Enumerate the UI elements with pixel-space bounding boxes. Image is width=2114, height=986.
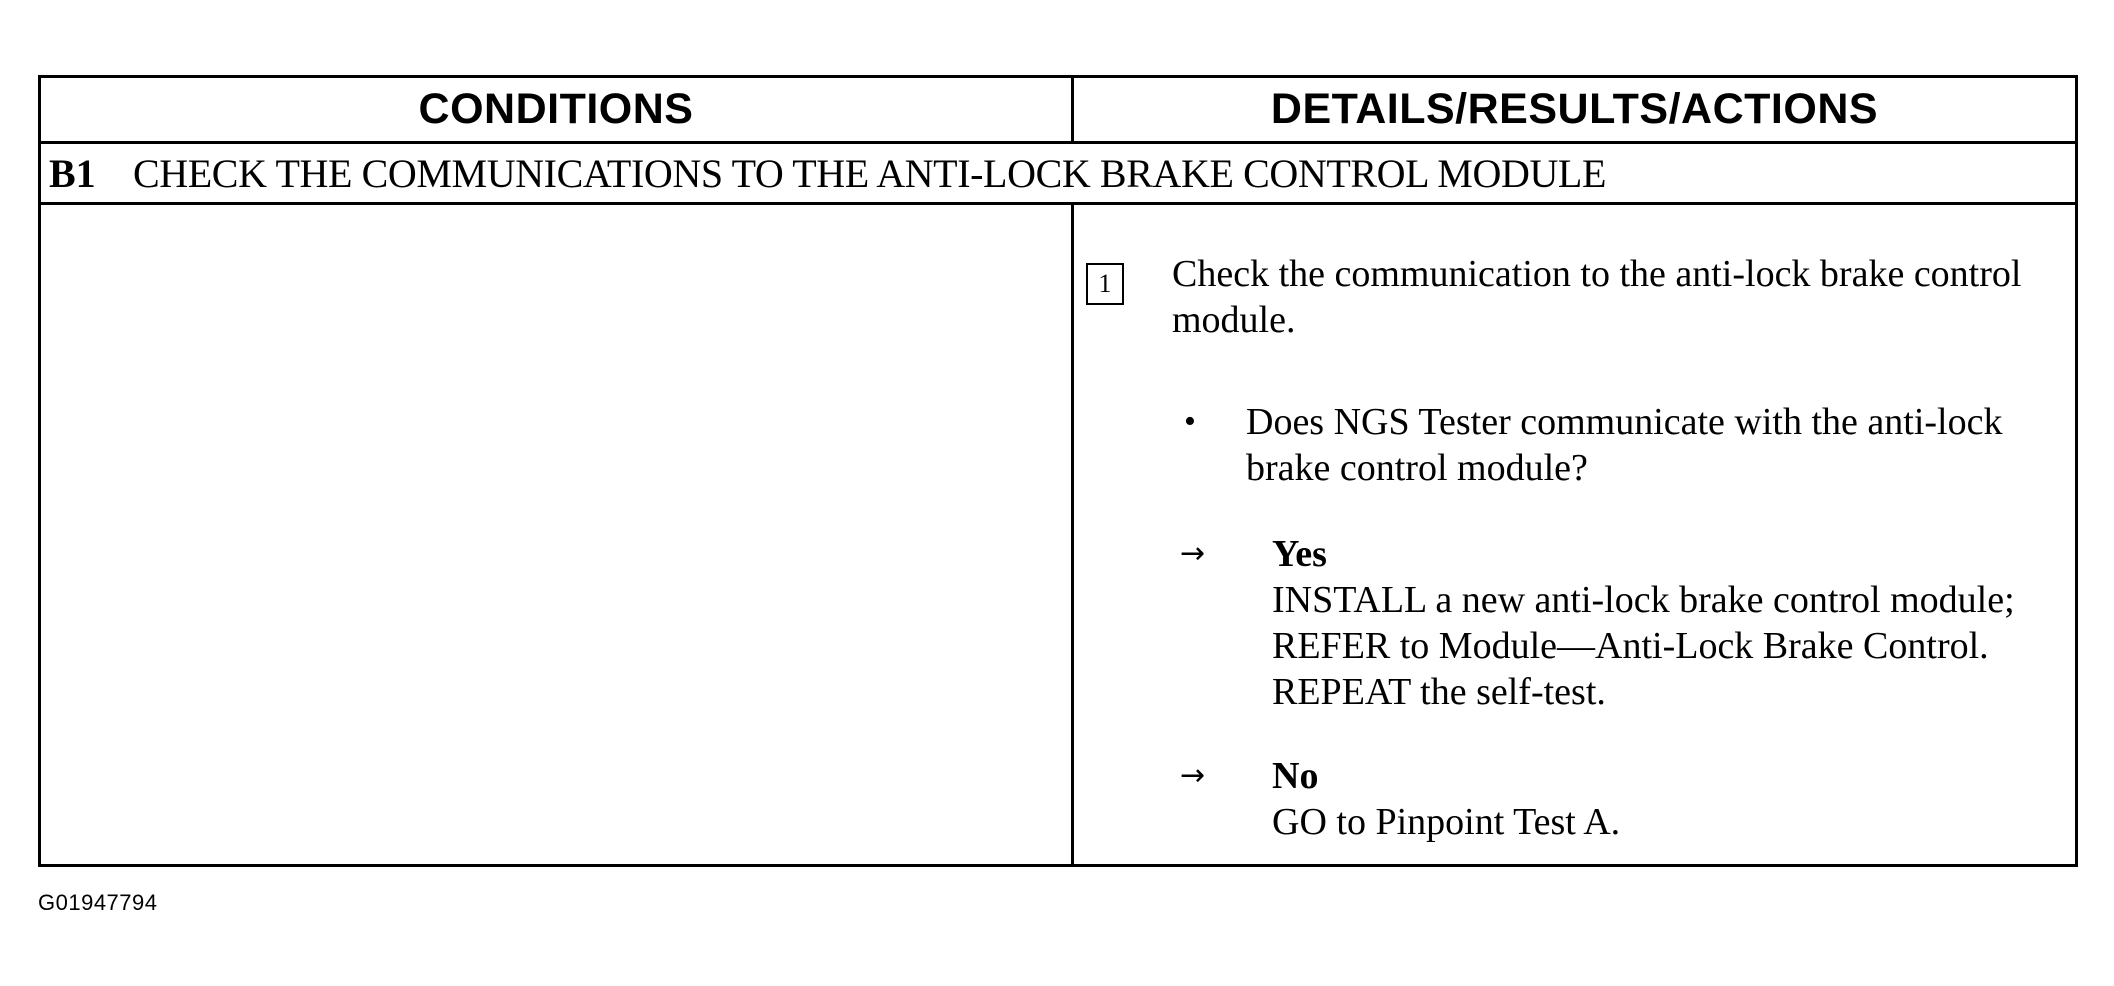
outcome-yes	[1272, 531, 2072, 715]
conditions-cell	[41, 205, 1071, 864]
right-arrow-icon: →	[1180, 758, 1206, 793]
step-id: B1	[49, 150, 96, 196]
conditions-header: CONDITIONS	[418, 85, 694, 133]
details-cell	[1074, 205, 2075, 864]
outcome-no-label: No	[1272, 755, 1319, 797]
substep-number-box: 1	[1086, 263, 1124, 305]
figure-code: G01947794	[38, 890, 158, 915]
step-row	[41, 144, 2075, 202]
outcome-yes-label: Yes	[1272, 533, 1327, 575]
question-text: Does NGS Tester communicate with the anti-lock brake control module?	[1246, 401, 2003, 489]
step-title: CHECK THE COMMUNICATIONS TO THE ANTI-LOCK BRAKE CONTROL MODULE	[133, 150, 1606, 196]
instruction-text: Check the communication to the anti-lock brake control module.	[1172, 253, 2022, 341]
outcome-no-action: GO to Pinpoint Test A.	[1272, 801, 1621, 843]
outcome-no	[1272, 753, 2072, 845]
diagnostic-table	[38, 75, 2078, 867]
outcome-yes-action: INSTALL a new anti-lock brake control module; REFER to Module—Anti-Lock Brake Control. REPEAT the self-test.	[1272, 579, 2015, 713]
right-arrow-icon: →	[1180, 536, 1206, 571]
bullet-icon: •	[1184, 403, 1196, 440]
details-header: DETAILS/RESULTS/ACTIONS	[1270, 85, 1879, 133]
